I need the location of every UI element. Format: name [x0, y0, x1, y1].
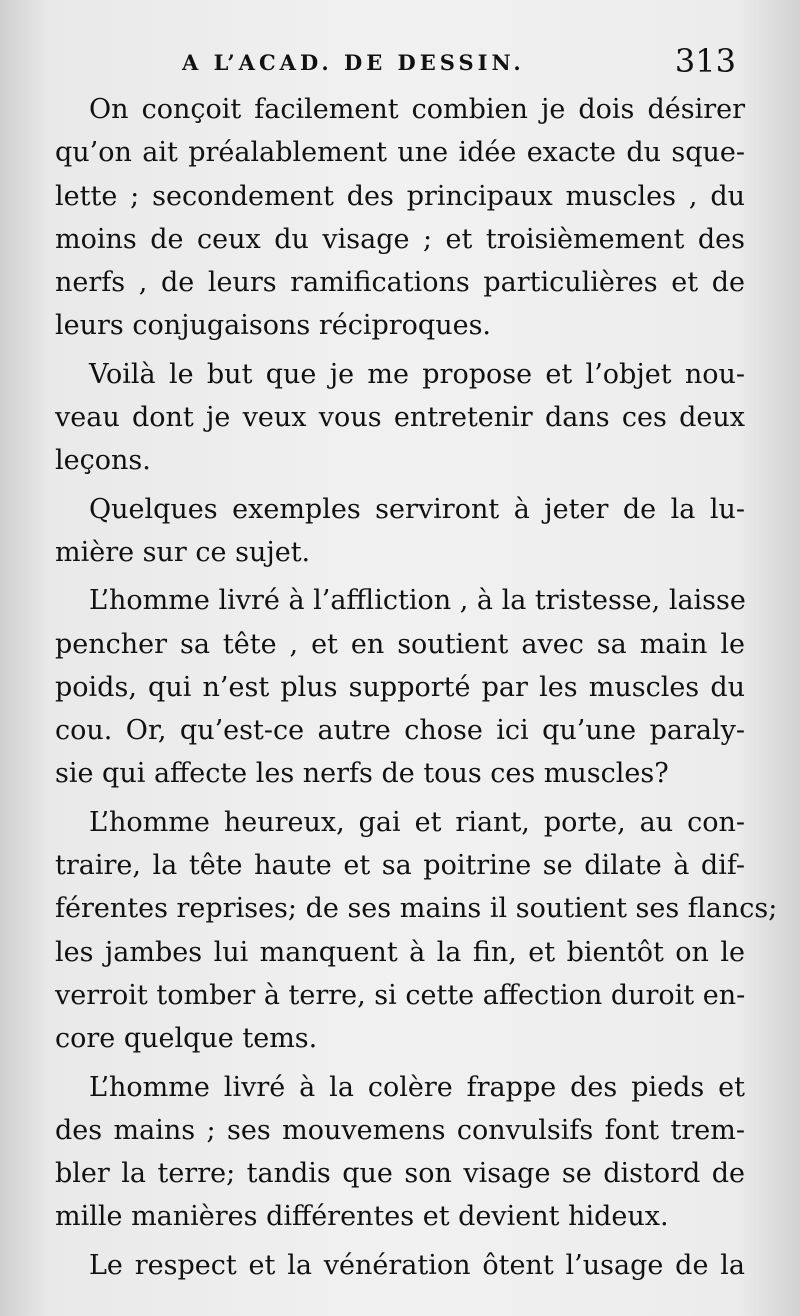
paragraph	[55, 1244, 745, 1287]
page-number: 313	[674, 42, 736, 80]
text-line: verroit tomber à terre, si cette affection duroit en-	[55, 979, 746, 1011]
text-line: poids, qui n’est plus supporté par les muscles du	[55, 671, 745, 703]
text-line: cou. Or, qu’est-ce autre chose ici qu’une paraly-	[55, 715, 745, 747]
paragraph	[55, 88, 745, 348]
paragraph	[55, 1066, 745, 1239]
paragraph	[55, 801, 778, 1061]
text-line: qu’on ait préalablement une idée exacte du sque-	[55, 137, 745, 169]
paragraph	[55, 579, 745, 795]
page-header	[182, 44, 742, 84]
text-line: moins de ceux du visage ; et troisièmement des	[55, 223, 745, 255]
text-line: Voilà le but que je me propose et l’objet nou-	[89, 358, 745, 390]
text-line: lette ; secondement des principaux muscles , du	[55, 180, 745, 212]
text-line: sie qui affecte les nerfs de tous ces muscles?	[55, 758, 669, 790]
text-line: core quelque tems.	[55, 1023, 318, 1055]
text-line: nerfs , de leurs ramifications particulières et de	[55, 267, 745, 299]
text-line: mière sur ce sujet.	[55, 536, 311, 568]
text-line: veau dont je veux vous entretenir dans ces deux	[55, 402, 745, 434]
text-line: Quelques exemples serviront à jeter de la lu-	[89, 493, 745, 525]
text-line: bler la terre; tandis que son visage se distord de	[55, 1158, 745, 1190]
text-line: L’homme livré à la colère frappe des pieds et	[89, 1071, 745, 1103]
text-line: les jambes lui manquent à la fin, et bientôt on le	[55, 936, 745, 968]
paragraph	[55, 488, 745, 575]
text-line: leurs conjugaisons réciproques.	[55, 310, 492, 342]
text-line: des mains ; ses mouvemens convulsifs font trem-	[55, 1114, 745, 1146]
paragraph	[55, 353, 745, 483]
text-line: pencher sa tête , et en soutient avec sa main le	[55, 628, 745, 660]
body-text	[55, 88, 778, 1287]
text-line: mille manières différentes et devient hideux.	[55, 1201, 669, 1233]
text-line: traire, la tête haute et sa poitrine se dilate à dif-	[55, 850, 745, 882]
text-line: Le respect et la vénération ôtent l’usage de la	[89, 1249, 745, 1281]
text-line: leçons.	[55, 445, 151, 477]
text-line: On conçoit facilement combien je dois désirer	[89, 94, 745, 125]
text-line: L’homme heureux, gai et riant, porte, au con-	[89, 806, 745, 838]
running-head: A L’ACAD. DE DESSIN.	[182, 50, 525, 75]
text-line: férentes reprises; de ses mains il soutient ses flancs;	[55, 893, 778, 925]
text-line: L’homme livré à l’affliction , à la tristesse, laisse	[89, 585, 746, 617]
